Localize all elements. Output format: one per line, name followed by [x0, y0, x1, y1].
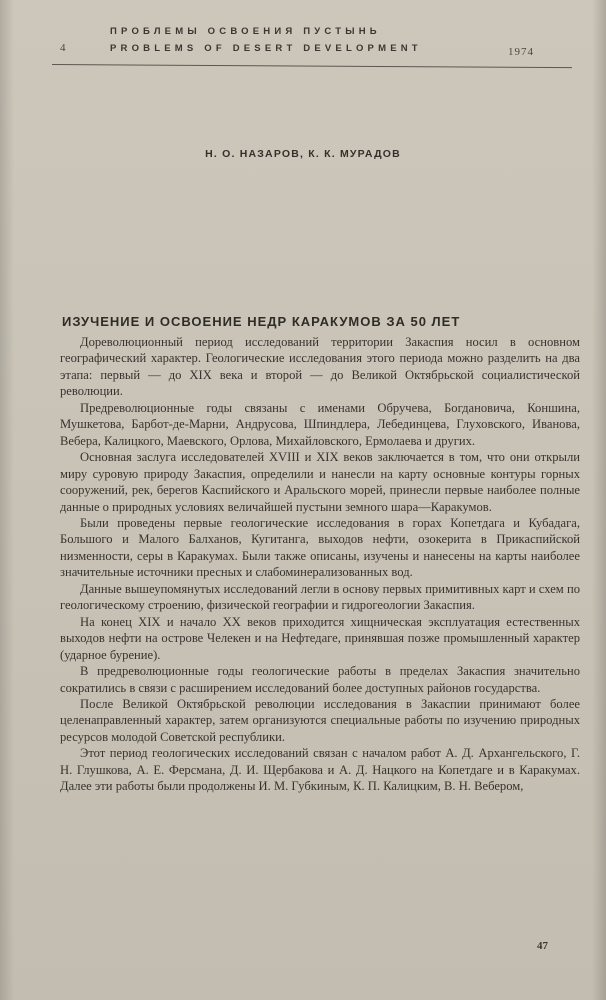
journal-header: [0, 0, 606, 80]
body-paragraph: Предреволюционные годы связаны с именами Обручева, Богдановича, Коншина, Мушкетова, Барбот-де-Марни, Андрусова, Шпиндлера, Лебединцева, Глуховского, Иванова, Вебера, Калицкого, Маевского, Орлова, Михайловского, Ермолаева и других.: [60, 400, 580, 448]
article-authors: Н. О. НАЗАРОВ, К. К. МУРАДОВ: [205, 148, 401, 160]
issue-number: 4: [60, 42, 66, 54]
publication-year: 1974: [508, 46, 534, 58]
article-title: ИЗУЧЕНИЕ И ОСВОЕНИЕ НЕДР КАРАКУМОВ ЗА 50 ЛЕТ: [62, 314, 461, 329]
body-paragraph: Были проведены первые геологические исследования в горах Копетдага и Кубадага, Большого и Малого Балханов, Кугитанга, выходов нефти, озокерита в Прикаспийской низменности, серы в Каракумах. Были также описаны, изучены и нанесены на карты наиболее значительные источники пресных и слабоминерализованных вод.: [60, 515, 580, 580]
body-paragraph: Данные вышеупомянутых исследований легли в основу первых примитивных карт и схем по геологическому строению, физической географии и гидрогеологии Закаспия.: [60, 581, 580, 613]
body-paragraph: После Великой Октябрьской революции исследования в Закаспии принимают более целенаправленный характер, затем организуются специальные работы по изучению природных ресурсов молодой Советской республики.: [60, 696, 580, 744]
journal-title-english: PROBLEMS OF DESERT DEVELOPMENT: [110, 43, 422, 54]
body-paragraph: Этот период геологических исследований связан с началом работ А. Д. Архангельского, Г. Н. Глушкова, А. Е. Ферсмана, Д. И. Щербакова и А. Д. Нацкого на Копетдаге и в Каракумах. Далее эти работы были продолжены И. М. Губкиным, К. П. Калицким, В. Н. Вебером,: [60, 746, 580, 794]
header-divider: [52, 64, 572, 68]
body-paragraph: Дореволюционный период исследований территории Закаспия носил в основном географический характер. Геологические исследования этого периода можно разделить на два этапа: первый — до XIX века и второй — до Великой Октябрьской социалистической революции.: [60, 335, 580, 399]
journal-title-russian: ПРОБЛЕМЫ ОСВОЕНИЯ ПУСТЫНЬ: [110, 26, 381, 37]
article-body: [60, 334, 580, 795]
page-number: 47: [537, 940, 548, 952]
body-paragraph: На конец XIX и начало XX веков приходится хищническая эксплуатация естественных выходов нефти на острове Челекен и на Нефтедаге, принявшая позже промышленный характер (ударное бурение).: [60, 614, 580, 662]
body-paragraph: Основная заслуга исследователей XVIII и XIX веков заключается в том, что они открыли миру суровую природу Закаспия, определили и нанесли на карту основные контуры горных сооружений, рек, берегов Каспийского и Аральского морей, принесли первые наиболее полные данные о природных условиях величайшей пустыни земного шара—Каракумов.: [60, 450, 580, 514]
body-paragraph: В предреволюционные годы геологические работы в пределах Закаспия значительно сократились в связи с расширением исследований более доступных районов государства.: [60, 664, 580, 695]
